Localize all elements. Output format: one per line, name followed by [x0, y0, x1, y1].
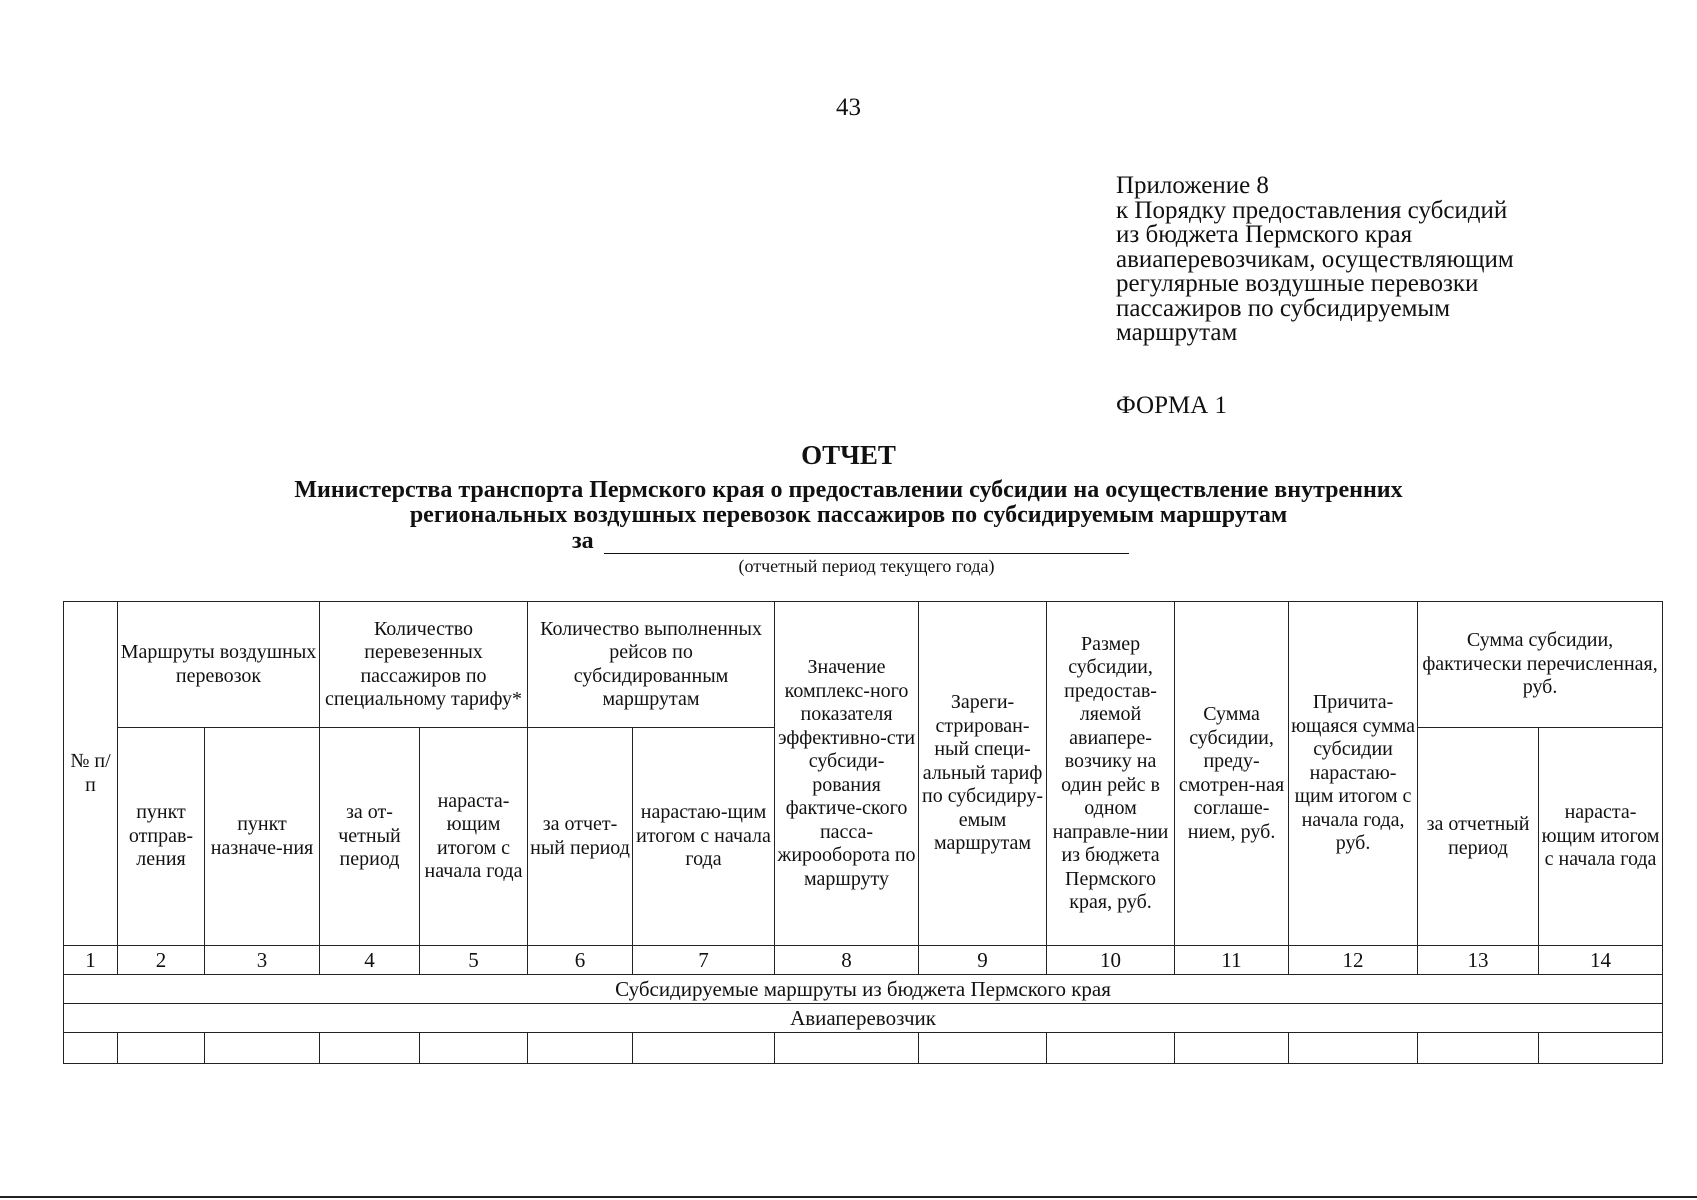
page-bottom-rule — [0, 1196, 1697, 1198]
column-number: 8 — [775, 946, 919, 975]
form-label: ФОРМА 1 — [1116, 392, 1228, 419]
header-col-due-sum: Причита-ющаяся сумма субсидии нарастаю-щим итогом с начала года, руб. — [1289, 602, 1418, 946]
column-number: 2 — [118, 946, 205, 975]
appendix-block — [1116, 174, 1586, 346]
column-number: 9 — [919, 946, 1047, 975]
page-number: 43 — [836, 94, 861, 121]
header-row — [64, 602, 1663, 728]
appendix-line: маршрутам — [1116, 319, 1238, 346]
empty-cell — [633, 1033, 775, 1064]
appendix-line: из бюджета Пермского края — [1116, 221, 1413, 248]
empty-cell — [205, 1033, 320, 1064]
header-group-routes: Маршруты воздушных перевозок — [118, 602, 320, 728]
empty-cell — [1289, 1033, 1418, 1064]
column-number: 12 — [1289, 946, 1418, 975]
empty-cell — [1418, 1033, 1539, 1064]
column-number: 3 — [205, 946, 320, 975]
header-group-passengers: Количество перевезенных пассажиров по специальному тарифу* — [320, 602, 528, 728]
appendix-line: регулярные воздушные перевозки — [1116, 270, 1479, 297]
subtitle-line-1: Министерства транспорта Пермского края о предоставлении субсидии на осуществление внутренних — [294, 477, 1403, 503]
report-subtitle — [0, 478, 1697, 528]
column-number: 14 — [1539, 946, 1663, 975]
appendix-line: авиаперевозчикам, осуществляющим — [1116, 245, 1514, 273]
subheader-passengers-cumulative: нараста-ющим итогом с начала года — [420, 728, 528, 946]
carrier-row — [64, 1004, 1663, 1033]
period-blank-line — [604, 553, 1129, 554]
empty-cell — [1539, 1033, 1663, 1064]
header-col-tariff: Зареги-стрирован-ный специ-альный тариф по субсидиру-емым маршрутам — [919, 602, 1047, 946]
column-number: 10 — [1047, 946, 1175, 975]
subheader-passengers-period: за от-четный период — [320, 728, 420, 946]
column-number: 6 — [528, 946, 633, 975]
column-number: 5 — [420, 946, 528, 975]
header-group-flights: Количество выполненных рейсов по субсидированным маршрутам — [528, 602, 775, 728]
subheader-departure: пункт отправ-ления — [118, 728, 205, 946]
period-prefix: за — [572, 528, 594, 554]
column-number: 4 — [320, 946, 420, 975]
period-caption: (отчетный период текущего года) — [738, 556, 995, 576]
subheader-paid-period: за отчетный период — [1418, 728, 1539, 946]
empty-cell — [528, 1033, 633, 1064]
table-row — [64, 1033, 1663, 1064]
empty-cell — [64, 1033, 118, 1064]
appendix-line: Приложение 8 — [1116, 172, 1269, 199]
column-number: 1 — [64, 946, 118, 975]
section-row — [64, 975, 1663, 1004]
carrier-title: Авиаперевозчик — [64, 1004, 1663, 1033]
subheader-destination: пункт назначе-ния — [205, 728, 320, 946]
empty-cell — [118, 1033, 205, 1064]
empty-cell — [320, 1033, 420, 1064]
header-group-paid: Сумма субсидии, фактически перечисленная, руб. — [1418, 602, 1663, 728]
appendix-line: пассажиров по субсидируемым — [1116, 294, 1451, 322]
empty-cell — [1047, 1033, 1175, 1064]
report-title: ОТЧЕТ — [801, 440, 896, 470]
header-col-agreement-sum: Сумма субсидии, преду-смотрен-ная соглаше-нием, руб. — [1175, 602, 1289, 946]
header-col-efficiency: Значение комплекс-ного показателя эффективно-сти субсиди-рования фактиче-ского пасса-жирооборота по маршруту — [775, 602, 919, 946]
column-number: 13 — [1418, 946, 1539, 975]
empty-cell — [420, 1033, 528, 1064]
column-number: 11 — [1175, 946, 1289, 975]
empty-cell — [1175, 1033, 1289, 1064]
column-number-row — [64, 946, 1663, 975]
header-col-number: № п/п — [64, 602, 118, 946]
appendix-line: к Порядку предоставления субсидий — [1116, 196, 1508, 224]
subheader-paid-cumulative: нараста-ющим итогом с начала года — [1539, 728, 1663, 946]
report-table — [63, 601, 1663, 1064]
subheader-flights-cumulative: нарастаю-щим итогом с начала года — [633, 728, 775, 946]
column-number: 7 — [633, 946, 775, 975]
empty-cell — [919, 1033, 1047, 1064]
subheader-flights-period: за отчет-ный период — [528, 728, 633, 946]
header-col-subsidy-size: Размер субсидии, предостав-ляемой авиапере-возчику на один рейс в одном направле-нии из бюджета Пермского края, руб. — [1047, 602, 1175, 946]
section-title: Субсидируемые маршруты из бюджета Пермского края — [64, 975, 1663, 1004]
subtitle-line-2: региональных воздушных перевозок пассажиров по субсидируемым маршрутам — [409, 502, 1288, 528]
empty-cell — [775, 1033, 919, 1064]
